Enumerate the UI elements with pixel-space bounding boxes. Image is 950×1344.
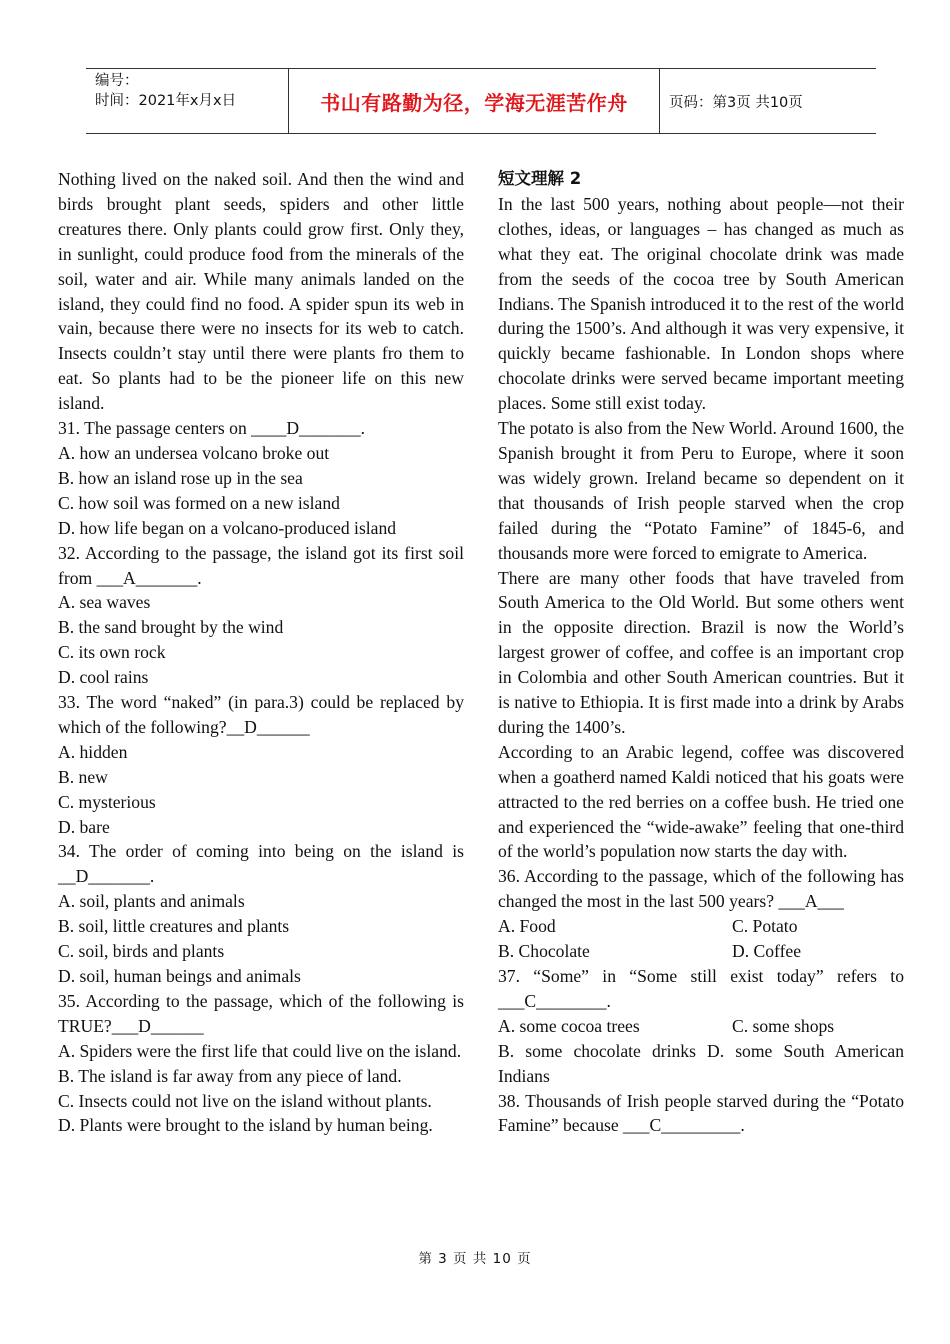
- option: A. Food: [498, 916, 556, 937]
- option: C. its own rock: [58, 642, 166, 663]
- option: B. the sand brought by the wind: [58, 617, 284, 638]
- page-info: 页码：第3页 共10页: [669, 94, 803, 111]
- header-meta: [86, 69, 288, 133]
- page-footer: 第 3 页 共 10 页: [418, 1251, 532, 1267]
- option: D. Plants were brought to the island by human being.: [58, 1115, 433, 1136]
- option: D. Coffee: [732, 941, 802, 962]
- serial-label: 编号：: [95, 73, 139, 89]
- question-33: 33. The word “naked” (in para.3) could be replaced by which of the following?__D______: [58, 692, 464, 737]
- section-title: 短文理解 2: [498, 169, 582, 188]
- option: A. some cocoa trees: [498, 1015, 640, 1036]
- option: D. soil, human beings and animals: [58, 966, 301, 986]
- option: B. how an island rose up in the sea: [58, 467, 303, 488]
- option-row: [498, 939, 904, 964]
- option: B. soil, little creatures and plants: [58, 916, 290, 937]
- page-header: [86, 68, 876, 134]
- option: B. Chocolate: [498, 941, 590, 962]
- question-32: 32. According to the passage, the island got its first soil from ___A_______.: [58, 542, 464, 588]
- passage-paragraph: There are many other foods that have traveled from South America to the Old World. But some others went in the opposite direction. Brazil is now the World’s largest grower of coffee, and coffee is an important crop in Colombia and other South American countries. But it is native to Ethiopia. It is first made into a drink by Arabs during the 1400’s.: [498, 567, 904, 737]
- passage-paragraph: According to an Arabic legend, coffee was discovered when a goatherd named Kaldi noticed that his goats were attracted to the red berries on a coffee bush. He tried one and experienced the “wide-awake” feeling that one-third of the world’s population now starts the day with.: [498, 741, 904, 862]
- passage-paragraph: The potato is also from the New World. Around 1600, the Spanish brought it from Peru to Europe, where it soon was widely grown. Ireland became so dependent on it that thousands of Irish people starved when the crop failed during the “Potato Famine” of 1845-6, and thousands more were forced to emigrate to America.: [498, 418, 904, 563]
- right-column: [498, 167, 904, 1138]
- motto: 书山有路勤为径，学海无涯苦作舟: [320, 90, 628, 115]
- question-38: 38. Thousands of Irish people starved during the “Potato Famine” because ___C_________.: [498, 1090, 904, 1136]
- header-page-info: [660, 69, 876, 133]
- question-35: 35. According to the passage, which of the following is TRUE?___D______: [58, 990, 464, 1036]
- left-column: [58, 167, 464, 1138]
- option: C. Insects could not live on the island without plants.: [58, 1090, 432, 1111]
- option-row: [498, 914, 904, 939]
- time-label: 时间：2021年x月x日: [95, 93, 237, 109]
- option: D. how life began on a volcano-produced island: [58, 517, 397, 538]
- option: C. some shops: [732, 1015, 835, 1036]
- passage-paragraph: In the last 500 years, nothing about people—not their clothes, ideas, or languages – has changed as much as what they eat. The original chocolate drink was made from the seeds of the cocoa tree by South American Indians. The Spanish introduced it to the rest of the world during the 1500’s. And although it was very expensive, it quickly became fashionable. In London shops where chocolate drinks were served became important meeting places. Some still exist today.: [498, 193, 904, 414]
- question-37: 37. “Some” in “Some still exist today” refers to ___C________.: [498, 966, 904, 1011]
- option: A. how an undersea volcano broke out: [58, 442, 330, 463]
- question-31: 31. The passage centers on ____D_______.: [58, 418, 366, 439]
- option: A. sea waves: [58, 592, 151, 613]
- option-row: [498, 1014, 904, 1039]
- option: D. bare: [58, 816, 110, 837]
- question-36: 36. According to the passage, which of the following has changed the most in the last 500 years? ___A___: [498, 866, 904, 912]
- option: C. mysterious: [58, 791, 156, 812]
- header-motto-cell: [288, 69, 660, 133]
- option: B. new: [58, 766, 108, 787]
- option: B. The island is far away from any piece of land.: [58, 1065, 402, 1086]
- option: C. how soil was formed on a new island: [58, 492, 340, 513]
- option: C. soil, birds and plants: [58, 941, 225, 962]
- option: A. hidden: [58, 741, 128, 762]
- option: A. Spiders were the first life that could live on the island.: [58, 1040, 462, 1061]
- option-row: B. some chocolate drinks D. some South American Indians: [498, 1040, 904, 1086]
- question-34: 34. The order of coming into being on the island is __D_______.: [58, 841, 464, 887]
- option: A. soil, plants and animals: [58, 891, 245, 912]
- passage-paragraph: Nothing lived on the naked soil. And then the wind and birds brought plant seeds, spiders and other little creatures there. Only plants could grow first. Only they, in sunlight, could produce food from the minerals of the soil, water and air. While many animals landed on the island, they could find no food. A spider spun its web in vain, because there were no insects for its web to catch. Insects couldn’t stay until there were plants fro them to eat. So plants had to be the pioneer life on this new island.: [58, 169, 464, 414]
- option: C. Potato: [732, 916, 798, 937]
- option: D. cool rains: [58, 667, 149, 688]
